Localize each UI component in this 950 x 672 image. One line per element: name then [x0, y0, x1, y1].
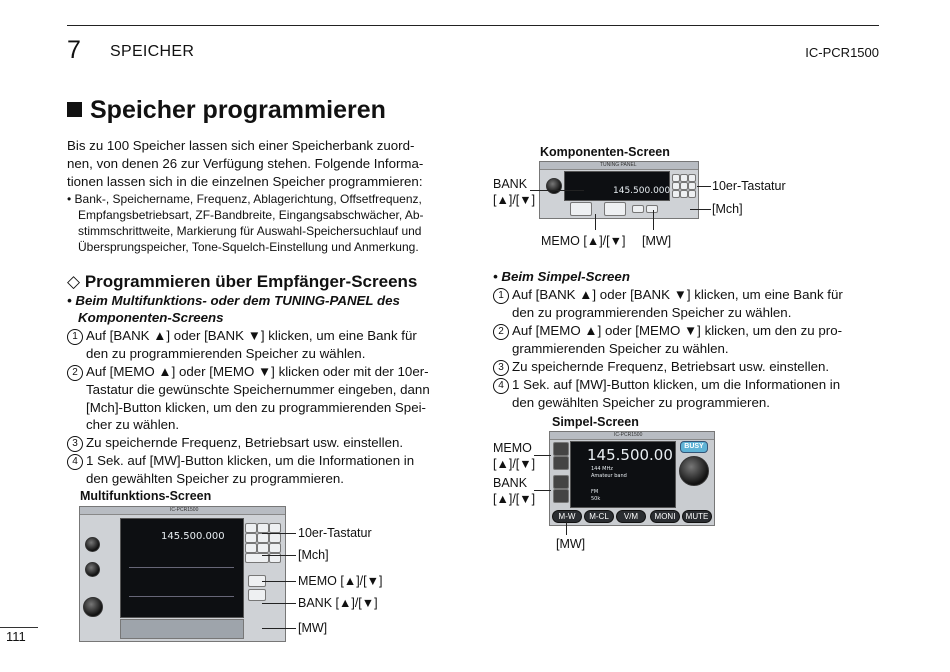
left-case-heading	[67, 292, 400, 326]
simple-row: FM	[591, 489, 599, 495]
step-line: 1 Sek. auf [MW]-Button klicken, um die Informationen in	[86, 453, 415, 469]
comp-screen-lcd	[564, 171, 670, 201]
subsection-title-text: Programmieren über Empfänger-Screens	[84, 272, 418, 291]
mute-button[interactable]: MUTE	[682, 510, 712, 523]
main-dial-icon	[679, 456, 709, 486]
step-line: Auf [BANK ▲] oder [BANK ▼] klicken, um eine Bank für	[86, 328, 417, 343]
label-mch: [Mch]	[298, 548, 329, 562]
bullet-line: stimmschrittweite, Markierung für Auswahl-Speichersuchlauf und	[78, 224, 422, 238]
step-number: 4	[67, 454, 83, 470]
label-mw: [MW]	[298, 621, 328, 635]
label-memo: MEMO [▲]/[▼]	[298, 574, 383, 588]
step-number: 1	[67, 329, 83, 345]
intro-line: tionen lassen sich in die einzelnen Speicher programmieren:	[67, 173, 423, 189]
label-comp-bank-arrows: [▲]/[▼]	[493, 193, 536, 207]
simple-row: 50k	[591, 496, 601, 502]
label-simple-bank-arrows: [▲]/[▼]	[493, 492, 536, 506]
step-line: Zu speichernde Frequenz, Betriebsart usw. einstellen.	[512, 358, 830, 374]
label-simple-bank: BANK	[493, 476, 528, 490]
simple-screen-lcd	[570, 441, 676, 508]
multi-keypad-image	[245, 523, 283, 567]
intro-line: Bis zu 100 Speicher lassen sich einer Speicherbank zuord-	[67, 138, 415, 153]
header-rule	[67, 25, 879, 26]
multi-screen-image	[79, 506, 286, 642]
label-comp-memo: MEMO [▲]/[▼]	[541, 234, 626, 248]
step-item	[67, 434, 462, 452]
label-simple-memo-arrows: [▲]/[▼]	[493, 457, 536, 471]
label-comp-mch: [Mch]	[712, 202, 743, 216]
label-comp-bank: BANK	[493, 177, 528, 191]
step-number: 2	[493, 324, 509, 340]
page-number: 111	[6, 629, 26, 644]
label-comp-mw: [MW]	[642, 234, 672, 248]
section-title-text: Speicher programmieren	[90, 96, 386, 124]
info-bullet-list	[67, 191, 462, 255]
label-comp-keypad: 10er-Tastatur	[712, 179, 786, 193]
simple-screen-caption: Simpel-Screen	[552, 415, 639, 429]
knob-icon	[83, 597, 103, 617]
step-line: 1 Sek. auf [MW]-Button klicken, um die Informationen in	[512, 376, 841, 392]
step-line: Auf [MEMO ▲] oder [MEMO ▼] klicken, um den zu pro-	[512, 322, 843, 338]
multi-frequency: 145.500.000	[161, 531, 225, 542]
step-line: Auf [MEMO ▲] oder [MEMO ▼] klicken oder mit der 10er-	[86, 363, 429, 379]
simple-screen-image	[549, 431, 715, 526]
step-item	[493, 358, 883, 376]
model-name: IC-PCR1500	[805, 45, 879, 60]
knob-icon	[85, 537, 100, 552]
chapter-number: 7	[67, 36, 81, 64]
mw-button[interactable]: M-W	[552, 510, 582, 523]
knob-icon	[85, 562, 100, 577]
diamond-icon: ◇	[67, 272, 81, 291]
label-bank: BANK [▲]/[▼]	[298, 596, 378, 610]
step-line: den zu programmierenden Speicher zu wählen.	[512, 305, 792, 320]
step-item	[493, 322, 883, 340]
label-simple-memo: MEMO	[493, 441, 532, 455]
multi-screen-caption: Multifunktions-Screen	[80, 489, 212, 503]
chapter-title: SPEICHER	[110, 43, 195, 60]
step-item	[67, 452, 462, 470]
simple-row: 144 MHz	[591, 466, 613, 472]
square-bullet-icon	[67, 102, 82, 117]
right-steps	[493, 286, 883, 411]
vm-button[interactable]: V/M	[616, 510, 646, 523]
subsection-title	[67, 272, 417, 292]
step-number: 3	[493, 360, 509, 376]
busy-indicator: BUSY	[680, 441, 708, 453]
comp-screen-title: TUNING PANEL	[600, 162, 637, 168]
comp-screen-caption: Komponenten-Screen	[540, 145, 670, 159]
simple-screen-title: IC-PCR1500	[614, 432, 643, 438]
step-number: 4	[493, 378, 509, 394]
step-line: grammierenden Speicher zu wählen.	[512, 340, 729, 356]
comp-keypad-image	[672, 174, 696, 206]
mcl-button[interactable]: M-CL	[584, 510, 614, 523]
label-simple-mw: [MW]	[556, 537, 586, 551]
case-line: Komponenten-Screens	[78, 310, 224, 325]
step-number: 1	[493, 288, 509, 304]
step-number: 2	[67, 365, 83, 381]
step-line: Tastatur die gewünschte Speichernummer eingeben, dann	[86, 381, 430, 397]
multi-screen-title: IC-PCR1500	[170, 507, 199, 513]
intro-line: nen, von denen 26 zur Verfügung stehen. Folgende Informa-	[67, 155, 424, 171]
step-item	[493, 376, 883, 394]
bullet-line: Empfangsbetriebsart, ZF-Bandbreite, Eingangsabschwächer, Ab-	[78, 208, 424, 222]
step-item	[67, 363, 462, 381]
bullet-line: Übersprungspeicher, Tone-Squelch-Einstellung und Anmerkung.	[78, 240, 419, 254]
case-line: • Beim Multifunktions- oder dem TUNING-PANEL des	[67, 293, 400, 308]
step-line: den gewählten Speicher zu programmieren.	[86, 471, 344, 487]
step-line: [Mch]-Button klicken, um den zu programmierenden Spei-	[86, 399, 426, 415]
step-line: den zu programmierenden Speicher zu wählen.	[86, 346, 366, 361]
step-line: den gewählten Speicher zu programmieren.	[512, 394, 770, 410]
step-item	[493, 286, 883, 304]
right-case-heading: • Beim Simpel-Screen	[493, 269, 630, 284]
comp-frequency: 145.500.000	[613, 186, 671, 196]
step-item	[67, 327, 462, 345]
multi-screen-lcd	[120, 518, 244, 618]
intro-paragraph	[67, 137, 457, 190]
knob-icon	[546, 178, 562, 194]
step-line: Zu speichernde Frequenz, Betriebsart usw. einstellen.	[86, 435, 404, 451]
simple-row: Amateur band	[591, 473, 627, 479]
simple-frequency: 145.500.00	[587, 446, 673, 464]
step-line: cher zu wählen.	[86, 417, 180, 433]
moni-button[interactable]: MONI	[650, 510, 680, 523]
step-line: Auf [BANK ▲] oder [BANK ▼] klicken, um eine Bank für	[512, 287, 843, 302]
step-number: 3	[67, 436, 83, 452]
left-steps	[67, 327, 462, 488]
page-number-rule	[0, 627, 38, 628]
bullet-line: • Bank-, Speichername, Frequenz, Ablagerichtung, Offsetfrequenz,	[67, 192, 422, 206]
section-title	[67, 96, 386, 125]
label-keypad: 10er-Tastatur	[298, 526, 372, 540]
